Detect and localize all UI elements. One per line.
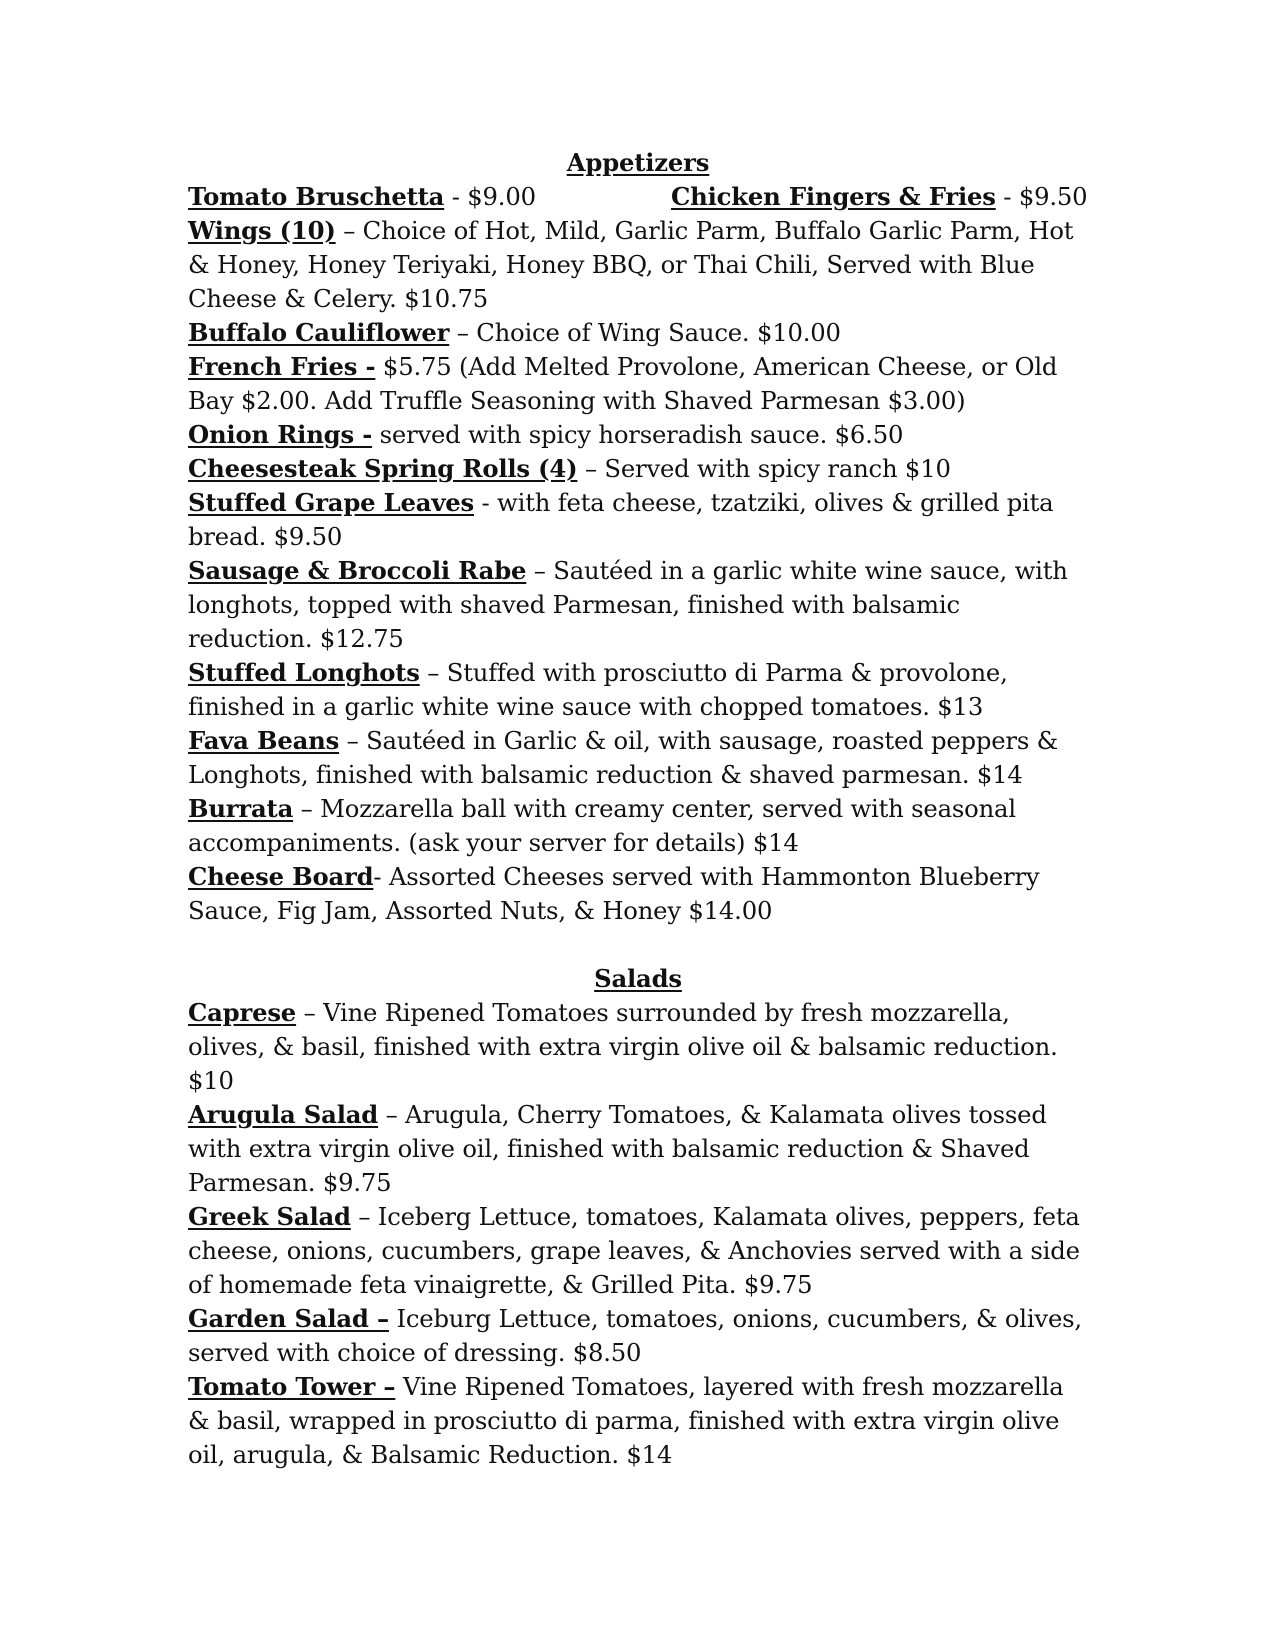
menu-item bbox=[188, 350, 1088, 418]
item-description: served with spicy horseradish sauce. $6.50 bbox=[372, 420, 904, 449]
item-name: Sausage & Broccoli Rabe bbox=[188, 556, 527, 585]
appetizers-top-row bbox=[188, 180, 1088, 214]
menu-item bbox=[188, 656, 1088, 724]
item-description: – Sautéed in Garlic & oil, with sausage, roasted peppers & Longhots, finished with balsamic reduction & shaved parmesan. $14 bbox=[188, 726, 1059, 789]
item-description: – Stuffed with prosciutto di Parma & provolone, finished in a garlic white wine sauce with chopped tomatoes. $13 bbox=[188, 658, 1008, 721]
menu-item bbox=[188, 418, 1088, 452]
item-description: – Served with spicy ranch $10 bbox=[577, 454, 951, 483]
item-description: - Assorted Cheeses served with Hammonton Blueberry Sauce, Fig Jam, Assorted Nuts, & Honey $14.00 bbox=[188, 862, 1040, 925]
item-description: – Choice of Wing Sauce. $10.00 bbox=[449, 318, 841, 347]
item-description: $5.75 (Add Melted Provolone, American Cheese, or Old Bay $2.00. Add Truffle Seasoning with Shaved Parmesan $3.00) bbox=[188, 352, 1058, 415]
menu-item bbox=[188, 486, 1088, 554]
menu-item bbox=[188, 554, 1088, 656]
item-name: Garden Salad – bbox=[188, 1304, 389, 1333]
item-description: – Mozzarella ball with creamy center, served with seasonal accompaniments. (ask your server for details) $14 bbox=[188, 794, 1016, 857]
item-name: Caprese bbox=[188, 998, 297, 1027]
item-name: Tomato Tower – bbox=[188, 1372, 396, 1401]
item-name: Greek Salad bbox=[188, 1202, 351, 1231]
item-name: Arugula Salad bbox=[188, 1100, 379, 1129]
salads-heading: Salads bbox=[594, 964, 682, 993]
item-description: – Sautéed in a garlic white wine sauce, with longhots, topped with shaved Parmesan, finished with balsamic reduction. $12.75 bbox=[188, 556, 1068, 653]
item-name: Fava Beans bbox=[188, 726, 340, 755]
menu-item bbox=[188, 792, 1088, 860]
section-spacer bbox=[188, 928, 1088, 962]
item-description: Iceburg Lettuce, tomatoes, onions, cucumbers, & olives, served with choice of dressing. $8.50 bbox=[188, 1304, 1082, 1367]
menu-item bbox=[188, 1302, 1088, 1370]
menu-item bbox=[188, 1370, 1088, 1472]
menu-item bbox=[188, 1200, 1088, 1302]
menu-item bbox=[188, 214, 1088, 316]
menu-item bbox=[671, 180, 1087, 214]
menu-page bbox=[188, 146, 1088, 1472]
item-name: Chicken Fingers & Fries bbox=[671, 182, 996, 211]
item-description: – Choice of Hot, Mild, Garlic Parm, Buffalo Garlic Parm, Hot & Honey, Honey Teriyaki, Honey BBQ, or Thai Chili, Served with Blue Cheese & Celery. $10.75 bbox=[188, 216, 1074, 313]
item-name: Stuffed Grape Leaves bbox=[188, 488, 474, 517]
menu-item bbox=[188, 180, 671, 214]
item-description: - $9.00 bbox=[444, 182, 536, 211]
item-name: Cheese Board bbox=[188, 862, 374, 891]
item-name: Stuffed Longhots bbox=[188, 658, 420, 687]
menu-item bbox=[188, 452, 1088, 486]
item-name: French Fries - bbox=[188, 352, 376, 381]
item-description: – Iceberg Lettuce, tomatoes, Kalamata olives, peppers, feta cheese, onions, cucumbers, grape leaves, & Anchovies served with a side of homemade feta vinaigrette, & Grilled Pita. $9.75 bbox=[188, 1202, 1080, 1299]
item-description: - $9.50 bbox=[995, 182, 1088, 211]
item-description: – Vine Ripened Tomatoes surrounded by fresh mozzarella, olives, & basil, finished with extra virgin olive oil & balsamic reduction. $10 bbox=[188, 998, 1058, 1095]
appetizers-heading: Appetizers bbox=[566, 148, 710, 177]
item-name: Burrata bbox=[188, 794, 294, 823]
item-name: Tomato Bruschetta bbox=[188, 182, 445, 211]
menu-item bbox=[188, 1098, 1088, 1200]
menu-item bbox=[188, 724, 1088, 792]
item-name: Onion Rings - bbox=[188, 420, 373, 449]
item-name: Buffalo Cauliflower bbox=[188, 318, 450, 347]
menu-item bbox=[188, 996, 1088, 1098]
item-description: - with feta cheese, tzatziki, olives & grilled pita bread. $9.50 bbox=[188, 488, 1054, 551]
item-description: Vine Ripened Tomatoes, layered with fresh mozzarella & basil, wrapped in prosciutto di parma, finished with extra virgin olive oil, arugula, & Balsamic Reduction. $14 bbox=[188, 1372, 1064, 1469]
item-name: Wings (10) bbox=[188, 216, 336, 245]
item-description: – Arugula, Cherry Tomatoes, & Kalamata olives tossed with extra virgin olive oil, finished with balsamic reduction & Shaved Parmesan. $9.75 bbox=[188, 1100, 1047, 1197]
item-name: Cheesesteak Spring Rolls (4) bbox=[188, 454, 578, 483]
menu-item bbox=[188, 316, 1088, 350]
menu-item bbox=[188, 860, 1088, 928]
